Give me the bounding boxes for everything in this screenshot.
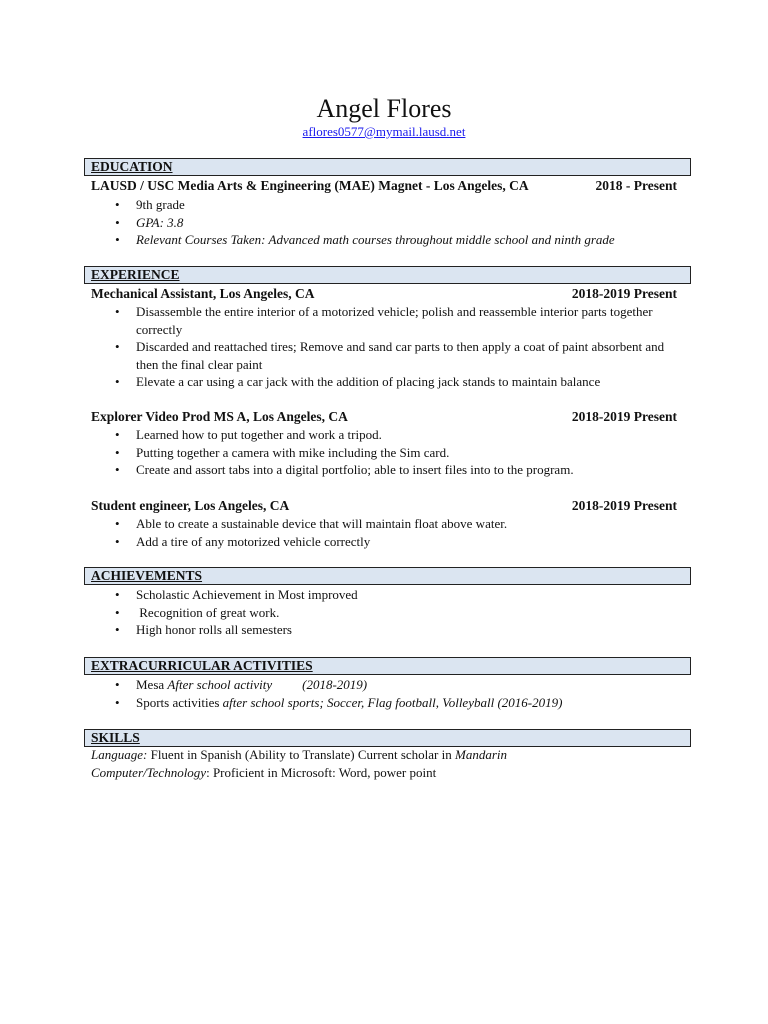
skill-language: Language: Fluent in Spanish (Ability to Translate) Current scholar in Mandarin [91,747,507,762]
job-title: Student engineer, Los Angeles, CA [91,498,290,513]
section-heading-achievements: ACHIEVEMENTS [84,567,691,585]
list-item: • Able to create a sustainable device that will maintain float above water. [113,515,673,533]
list-item: • High honor rolls all semesters [113,621,673,639]
job-row [91,497,677,514]
job-row [91,285,677,302]
list-item: • Disassemble the entire interior of a motorized vehicle; polish and reassemble interior parts together correctly [113,303,673,338]
section-heading-experience: EXPERIENCE [84,266,691,284]
list-item: • Sports activities after school sports; Soccer, Flag football, Volleyball (2016-2019) [113,694,673,712]
skill-computer: Computer/Technology: Proficient in Microsoft: Word, power point [91,765,437,780]
job-list [113,515,673,550]
list-item: • 9th grade [113,196,673,214]
list-item: • Create and assort tabs into a digital portfolio; able to insert files into to the program. [113,461,673,479]
list-item: • Recognition of great work. [113,604,673,622]
extracurricular-list [113,676,673,711]
list-item: • Elevate a car using a car jack with the addition of placing jack stands to maintain balance [113,373,673,391]
list-item: • Add a tire of any motorized vehicle correctly [113,533,673,551]
job-title: Explorer Video Prod MS A, Los Angeles, CA [91,409,348,424]
job-list [113,303,673,391]
list-item: • GPA: 3.8 [113,214,673,232]
job-date: 2018-2019 Present [571,286,677,301]
education-row [91,177,677,194]
email-link[interactable]: aflores0577@mymail.lausd.net [302,124,466,139]
education-date: 2018 - Present [595,178,677,193]
job-row [91,408,677,425]
list-item: • Mesa After school activity (2018-2019) [113,676,673,694]
school-name: LAUSD / USC Media Arts & Engineering (MAE) Magnet - Los Angeles, CA [91,178,529,193]
list-item: • Learned how to put together and work a tripod. [113,426,673,444]
list-item: • Scholastic Achievement in Most improved [113,586,673,604]
candidate-name: Angel Flores [316,94,452,123]
job-date: 2018-2019 Present [571,409,677,424]
achievements-list [113,586,673,639]
job-list [113,426,673,479]
education-list [113,196,673,249]
list-item: • Discarded and reattached tires; Remove and sand car parts to then apply a coat of paint absorbent and then the final clear paint [113,338,673,373]
section-heading-extracurricular: EXTRACURRICULAR ACTIVITIES [84,657,691,675]
section-heading-education: EDUCATION [84,158,691,176]
list-item: • Relevant Courses Taken: Advanced math courses throughout middle school and ninth grade [113,231,673,249]
job-date: 2018-2019 Present [571,498,677,513]
job-title: Mechanical Assistant, Los Angeles, CA [91,286,315,301]
section-heading-skills: SKILLS [84,729,691,747]
list-item: • Putting together a camera with mike including the Sim card. [113,444,673,462]
